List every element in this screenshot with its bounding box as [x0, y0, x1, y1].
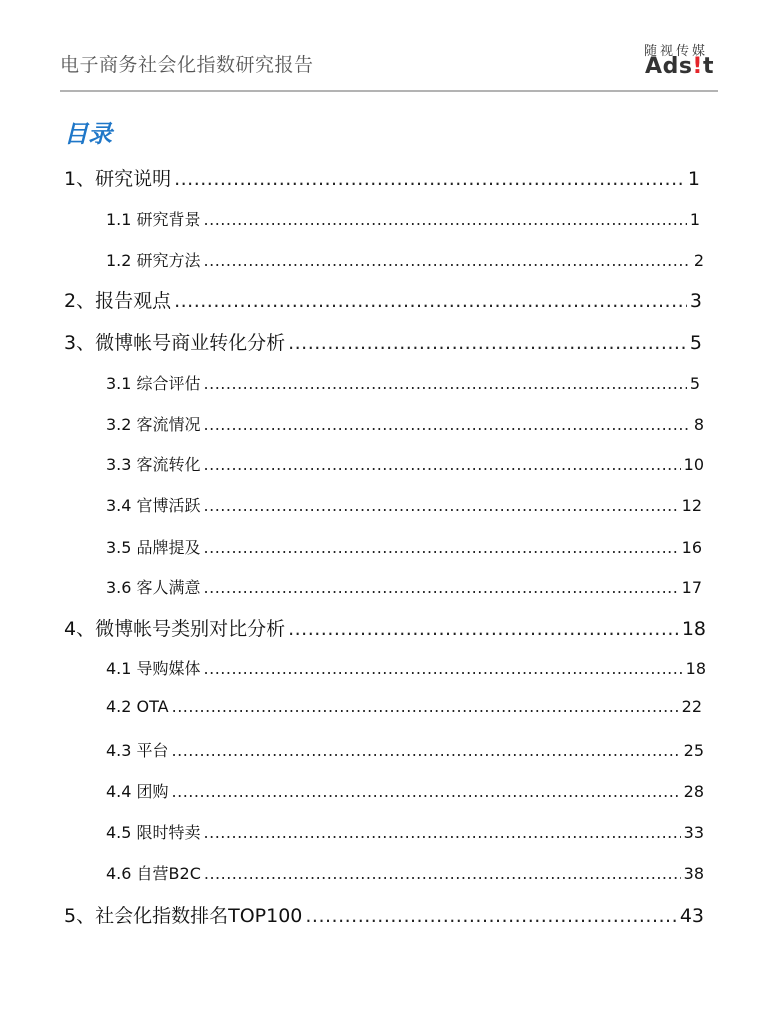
toc-entry-label: 1.2 研究方法	[106, 251, 201, 270]
toc-leader-dots	[204, 415, 691, 434]
toc-entry-label: 3.4 官博活跃	[106, 496, 201, 515]
toc-leader-dots	[204, 823, 681, 842]
toc-leader-dots	[204, 578, 679, 597]
toc-entry-group-buying[interactable]	[106, 779, 704, 802]
toc-page-number: 5	[689, 332, 702, 354]
toc-page-number: 17	[681, 578, 702, 597]
logo-exclamation: !	[692, 54, 703, 79]
toc-entry-label: 3.6 客人满意	[106, 578, 201, 597]
toc-entry-label: 3.1 综合评估	[106, 374, 201, 393]
toc-page-number: 33	[683, 823, 704, 842]
toc-entry-customer-satisfaction[interactable]	[106, 575, 702, 598]
toc-heading: 目录	[64, 120, 112, 148]
toc-entry-label: 4.1 导购媒体	[106, 659, 201, 678]
report-title: 电子商务社会化指数研究报告	[60, 54, 314, 76]
toc-entry-label: 4、微博帐号类别对比分析	[64, 618, 286, 640]
toc-leader-dots	[172, 697, 679, 716]
toc-page-number: 2	[693, 251, 704, 270]
toc-page-number: 12	[681, 496, 702, 515]
toc-entry-overall-assessment[interactable]	[106, 371, 700, 394]
toc-leader-dots	[174, 290, 687, 312]
toc-leader-dots	[204, 251, 691, 270]
toc-leader-dots	[305, 905, 676, 927]
logo-text-ads: Ads	[645, 54, 693, 79]
toc-leader-dots	[204, 496, 679, 515]
toc-entry-label: 4.3 平台	[106, 741, 169, 760]
toc-entry-label: 3.2 客流情况	[106, 415, 201, 434]
toc-entry-label: 1、研究说明	[64, 168, 172, 190]
toc-entry-label: 4.5 限时特卖	[106, 823, 201, 842]
toc-entry-category-comparison[interactable]	[64, 614, 706, 641]
toc-entry-label: 4.4 团购	[106, 782, 169, 801]
toc-entry-brand-mentions[interactable]	[106, 535, 702, 558]
toc-leader-dots	[172, 782, 681, 801]
toc-entry-traffic[interactable]	[106, 412, 704, 435]
toc-leader-dots	[204, 374, 687, 393]
toc-entry-weibo-conversion-analysis[interactable]	[64, 328, 702, 355]
toc-leader-dots	[204, 455, 681, 474]
toc-entry-self-operated-b2c[interactable]	[106, 861, 704, 884]
toc-leader-dots	[174, 168, 685, 190]
toc-entry-research-method[interactable]	[106, 248, 704, 271]
page-header	[60, 44, 718, 92]
toc-page-number: 3	[689, 290, 702, 312]
toc-leader-dots	[204, 210, 687, 229]
toc-leader-dots	[204, 538, 679, 557]
toc-entry-traffic-conversion[interactable]	[106, 452, 704, 475]
toc-page-number: 18	[681, 618, 706, 640]
toc-entry-label: 4.6 自营B2C	[106, 864, 201, 883]
toc-page-number: 10	[683, 455, 704, 474]
toc-entry-label: 3.5 品牌提及	[106, 538, 201, 557]
toc-entry-official-activity[interactable]	[106, 493, 702, 516]
logo-chinese-text: 随视传媒	[643, 44, 708, 59]
toc-entry-research-description[interactable]	[64, 164, 700, 191]
toc-entry-flash-sale[interactable]	[106, 820, 704, 843]
toc-entry-label: 1.1 研究背景	[106, 210, 201, 229]
toc-entry-label: 4.2 OTA	[106, 697, 169, 716]
toc-entry-research-background[interactable]	[106, 207, 700, 230]
toc-leader-dots	[204, 864, 681, 883]
toc-page-number: 16	[681, 538, 702, 557]
toc-entry-platform[interactable]	[106, 738, 704, 761]
toc-page-number: 1	[689, 210, 700, 229]
toc-entry-label: 5、社会化指数排名TOP100	[64, 905, 303, 927]
toc-leader-dots	[288, 618, 679, 640]
toc-page-number: 1	[687, 168, 700, 190]
toc-page-number: 18	[685, 659, 706, 678]
toc-entry-report-viewpoints[interactable]	[64, 286, 702, 313]
toc-leader-dots	[204, 659, 683, 678]
toc-page-number: 38	[683, 864, 704, 883]
toc-entry-top100-ranking[interactable]	[64, 901, 704, 928]
toc-entry-label: 3.3 客流转化	[106, 455, 201, 474]
adsit-logo	[630, 40, 714, 80]
toc-leader-dots	[288, 332, 687, 354]
toc-page-number: 43	[679, 905, 704, 927]
toc-entry-shopping-guide-media[interactable]	[106, 656, 706, 679]
toc-leader-dots	[172, 741, 681, 760]
toc-page-number: 25	[683, 741, 704, 760]
toc-page-number: 28	[683, 782, 704, 801]
toc-entry-label: 2、报告观点	[64, 290, 172, 312]
logo-text-t: t	[702, 54, 714, 79]
toc-page-number: 8	[693, 415, 704, 434]
toc-entry-ota[interactable]	[106, 697, 702, 716]
toc-page-number: 22	[681, 697, 702, 716]
toc-page-number: 5	[689, 374, 700, 393]
logo-english-text	[645, 54, 714, 79]
toc-entry-label: 3、微博帐号商业转化分析	[64, 332, 286, 354]
